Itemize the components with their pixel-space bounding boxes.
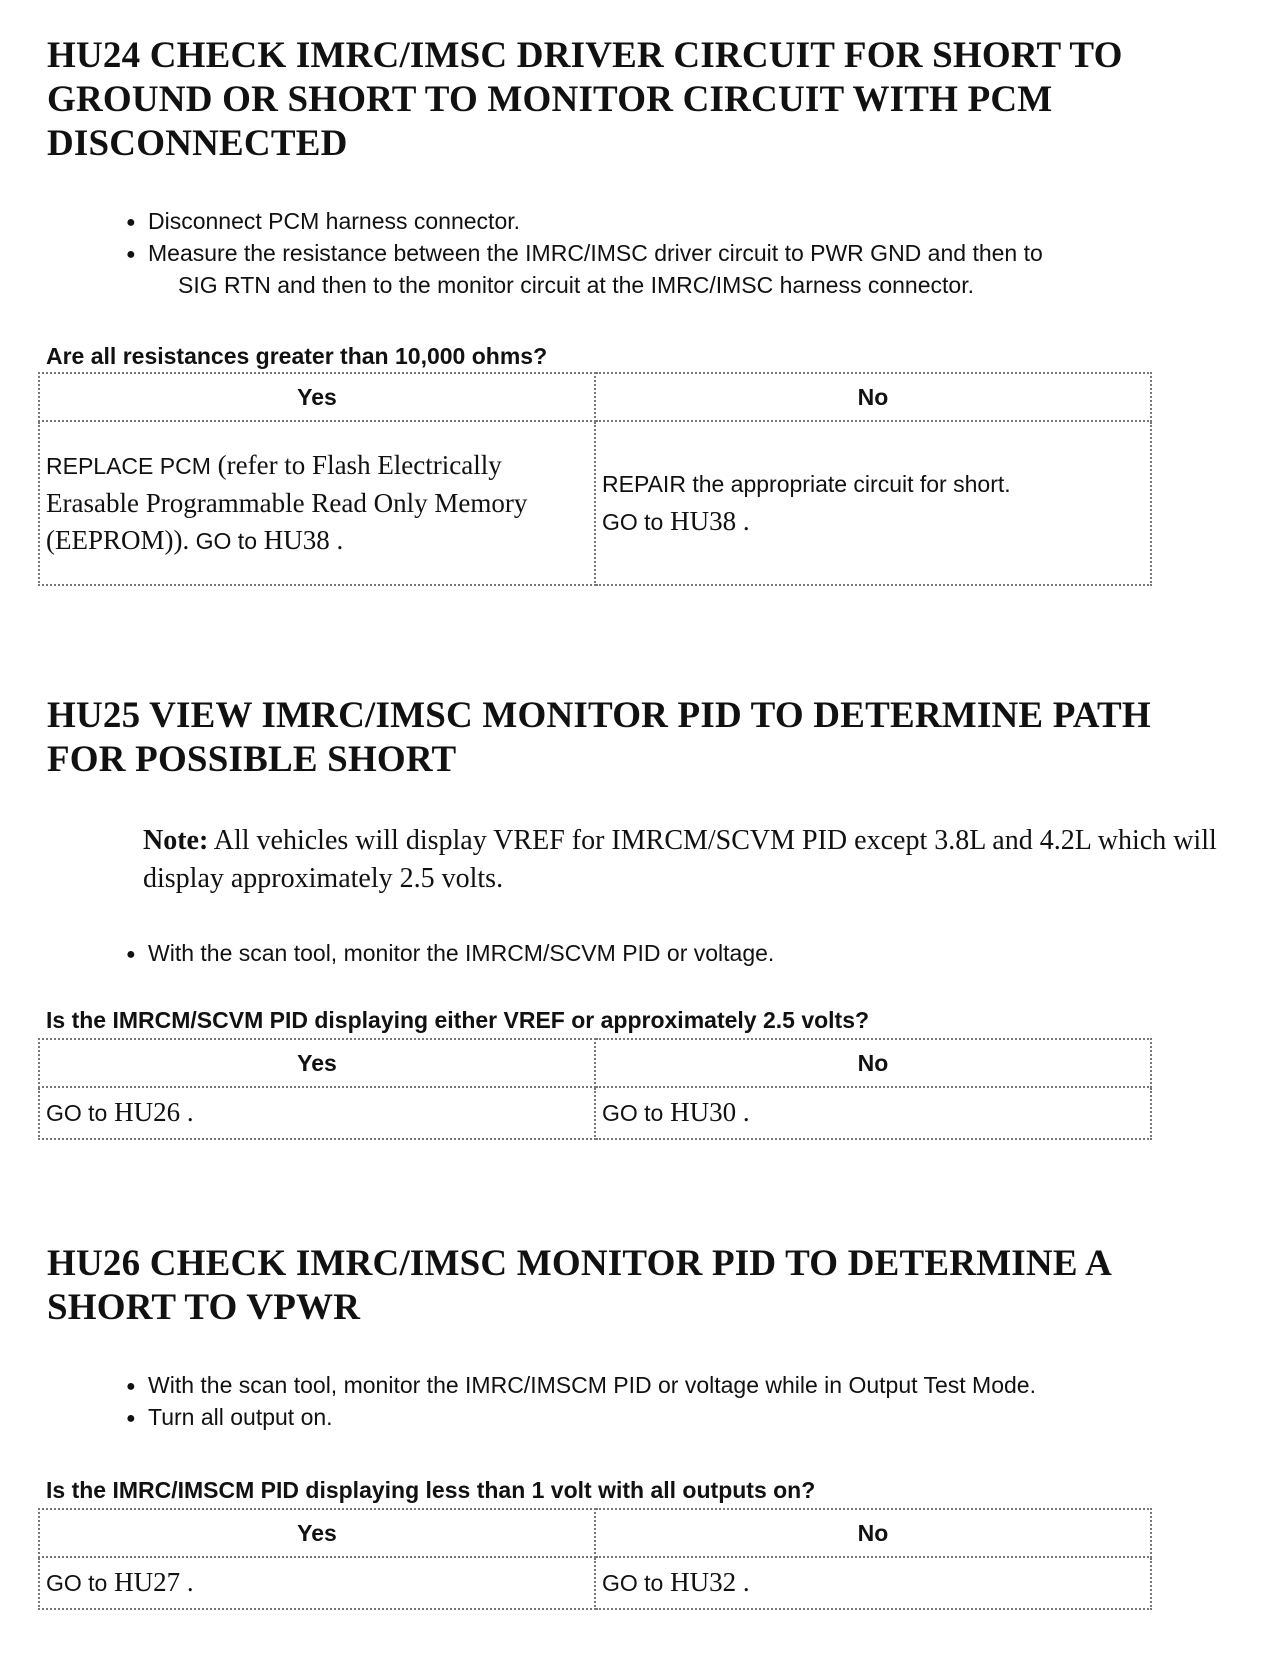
decision-table-hu24 (38, 372, 1152, 586)
no-header: No (595, 373, 1151, 421)
step-list (126, 1370, 1236, 1434)
yes-cell: GO to HU26 . (39, 1087, 595, 1139)
table-row (39, 421, 1151, 585)
decision-table-hu26 (38, 1508, 1152, 1610)
yes-header: Yes (39, 373, 595, 421)
decision-table-hu25 (38, 1038, 1152, 1140)
section-title-hu25: HU25 VIEW IMRC/IMSC MONITOR PID TO DETERMINE PATH FOR POSSIBLE SHORT (47, 695, 1151, 780)
link-hu27[interactable]: HU27 . (107, 1567, 194, 1597)
list-item: ● Measure the resistance between the IMRC/IMSC driver circuit to PWR GND and then to SIG RTN and then to the monitor circuit at the IMRC/IMSC harness connector. (126, 238, 1236, 301)
bullet-icon: ● (126, 1410, 136, 1427)
link-hu26[interactable]: HU26 . (107, 1097, 194, 1127)
yes-cell: GO to HU27 . (39, 1557, 595, 1609)
section-title-hu24: HU24 CHECK IMRC/IMSC DRIVER CIRCUIT FOR SHORT TO GROUND OR SHORT TO MONITOR CIRCUIT WITH PCM DISCONNECTED (47, 35, 1123, 164)
bullet-icon: ● (126, 1378, 136, 1395)
step-list (126, 938, 1236, 970)
no-cell: GO to HU32 . (595, 1557, 1151, 1609)
note (143, 822, 1223, 898)
note-text: All vehicles will display VREF for IMRCM/SCVM PID except 3.8L and 4.2L which will display approximately 2.5 volts. (143, 825, 1217, 894)
link-hu32[interactable]: HU32 . (663, 1567, 750, 1597)
yes-header: Yes (39, 1509, 595, 1557)
question-hu26: Is the IMRC/IMSCM PID displaying less than 1 volt with all outputs on? (46, 1477, 816, 1503)
no-header: No (595, 1039, 1151, 1087)
table-header-row (39, 373, 1151, 421)
no-cell: REPAIR the appropriate circuit for short. GO to HU38 . (595, 421, 1151, 585)
bullet-icon: ● (126, 246, 136, 263)
table-row (39, 1557, 1151, 1609)
table-header-row (39, 1509, 1151, 1557)
no-header: No (595, 1509, 1151, 1557)
section-title-hu26: HU26 CHECK IMRC/IMSC MONITOR PID TO DETERMINE A SHORT TO VPWR (47, 1243, 1110, 1328)
note-label: Note: (143, 825, 209, 856)
no-cell: GO to HU30 . (595, 1087, 1151, 1139)
link-hu38[interactable]: HU38 . (257, 524, 344, 555)
table-header-row (39, 1039, 1151, 1087)
list-item-continuation: SIG RTN and then to the monitor circuit at the IMRC/IMSC harness connector. (178, 272, 974, 298)
question-hu24: Are all resistances greater than 10,000 ohms? (46, 343, 548, 369)
link-hu30[interactable]: HU30 . (663, 1097, 750, 1127)
list-item: ● Disconnect PCM harness connector. (126, 206, 1236, 238)
list-item: ● With the scan tool, monitor the IMRCM/SCVM PID or voltage. (126, 938, 1236, 970)
bullet-icon: ● (126, 214, 136, 231)
step-list (126, 206, 1236, 301)
yes-cell: REPLACE PCM (refer to Flash Electrically Erasable Programmable Read Only Memory (EEPROM)). GO to HU38 . (39, 421, 595, 585)
table-row (39, 1087, 1151, 1139)
list-item: ● With the scan tool, monitor the IMRC/IMSCM PID or voltage while in Output Test Mode. (126, 1370, 1236, 1402)
bullet-icon: ● (126, 946, 136, 963)
question-hu25: Is the IMRCM/SCVM PID displaying either VREF or approximately 2.5 volts? (46, 1007, 870, 1033)
link-hu38[interactable]: HU38 . (663, 506, 750, 536)
list-item: ● Turn all output on. (126, 1402, 1236, 1434)
yes-header: Yes (39, 1039, 595, 1087)
